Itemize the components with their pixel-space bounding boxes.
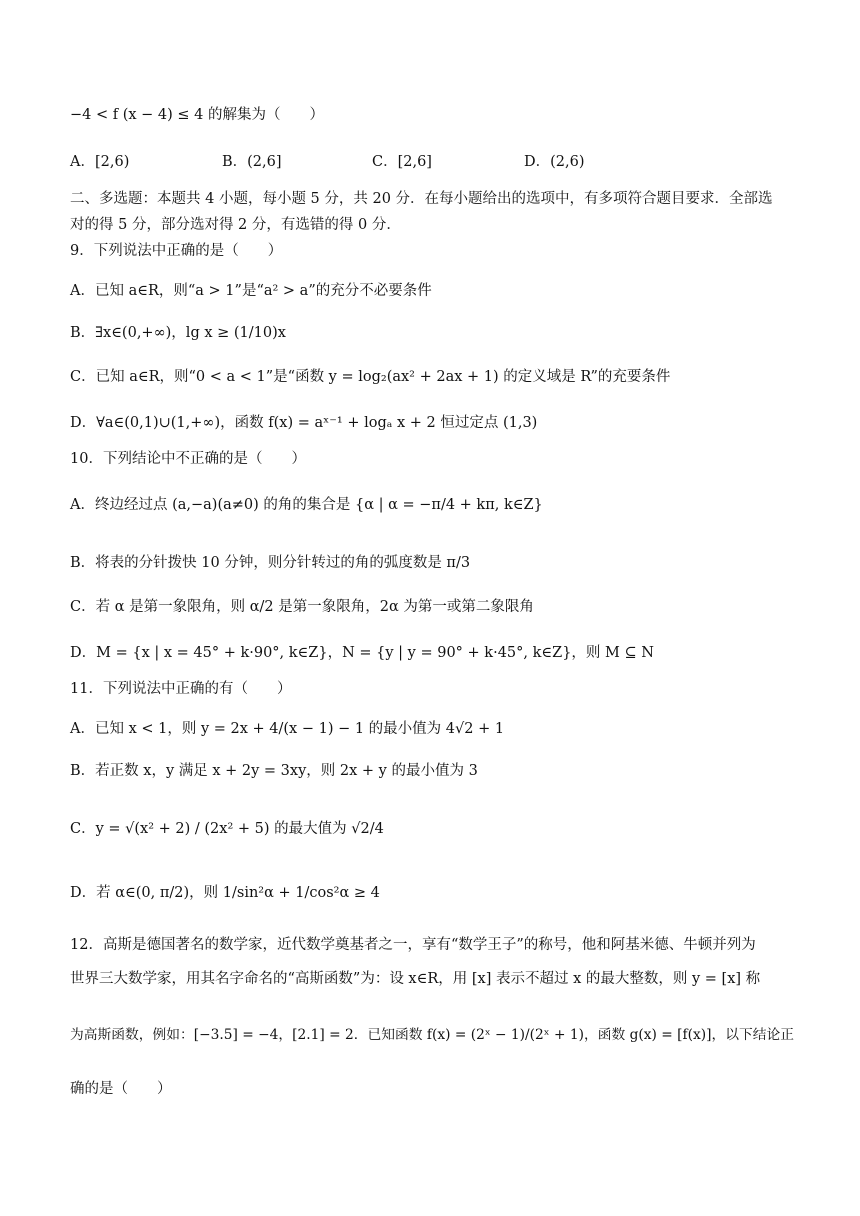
q12-line3: 为高斯函数，例如：[−3.5] = −4，[2.1] = 2．已知函数 f(x) = (2ˣ − 1)/(2ˣ + 1)，函数 g(x) = [f(x)]，以下结论正	[70, 1027, 794, 1043]
q10-stem: 10．下列结论中不正确的是（ ）	[70, 451, 306, 467]
q11-option-a: A．已知 x < 1，则 y = 2x + 4/(x − 1) − 1 的最小值为 4√2 + 1	[70, 721, 505, 737]
q9-stem: 9．下列说法中正确的是（ ）	[70, 243, 283, 259]
q11-option-c: C．y = √(x² + 2) / (2x² + 5) 的最大值为 √2/4	[70, 821, 384, 837]
q12-line4: 确的是（ ）	[70, 1081, 172, 1097]
q9-option-d: D．∀a∈(0,1)∪(1,+∞)，函数 f(x) = aˣ⁻¹ + logₐ x + 2 恒过定点 (1,3)	[70, 415, 538, 431]
q11-stem: 11．下列说法中正确的有（ ）	[70, 681, 292, 697]
q12-line1: 12．高斯是德国著名的数学家，近代数学奠基者之一，享有“数学王子”的称号，他和阿基米德、牛顿并列为	[70, 937, 756, 953]
q8-option-a: A．[2,6)	[70, 154, 130, 170]
q10-option-b: B．将表的分针拨快 10 分钟，则分针转过的角的弧度数是 π/3	[70, 555, 471, 571]
q8-option-b: B．(2,6]	[222, 154, 282, 170]
q9-option-c: C．已知 a∈R，则“0 < a < 1”是“函数 y = log₂(ax² + 2ax + 1) 的定义域是 R”的充要条件	[70, 369, 671, 385]
q8-option-c: C．[2,6]	[372, 154, 432, 170]
q8-option-d: D．(2,6)	[524, 154, 585, 170]
q11-option-d: D．若 α∈(0, π/2)，则 1/sin²α + 1/cos²α ≥ 4	[70, 885, 380, 901]
q12-line2: 世界三大数学家，用其名字命名的“高斯函数”为：设 x∈R，用 [x] 表示不超过 x 的最大整数，则 y = [x] 称	[70, 971, 761, 987]
q11-option-b: B．若正数 x，y 满足 x + 2y = 3xy，则 2x + y 的最小值为 3	[70, 763, 478, 779]
section2-header-line1: 二、多选题：本题共 4 小题，每小题 5 分，共 20 分．在每小题给出的选项中，有多项符合题目要求．全部选	[70, 191, 773, 207]
q9-option-b: B．∃x∈(0,+∞)，lg x ≥ (1/10)x	[70, 325, 286, 341]
q10-option-a: A．终边经过点 (a,−a)(a≠0) 的角的集合是 {α | α = −π/4 + kπ, k∈Z}	[70, 497, 543, 513]
q9-option-a: A．已知 a∈R，则“a > 1”是“a² > a”的充分不必要条件	[70, 283, 432, 299]
q10-option-c: C．若 α 是第一象限角，则 α/2 是第一象限角，2α 为第一或第二象限角	[70, 599, 534, 615]
section2-header-line2: 对的得 5 分，部分选对得 2 分，有选错的得 0 分．	[70, 217, 401, 233]
q8-stem: −4 < f (x − 4) ≤ 4 的解集为（ ）	[70, 107, 325, 123]
q10-option-d: D．M = {x | x = 45° + k·90°, k∈Z}，N = {y | y = 90° + k·45°, k∈Z}，则 M ⊆ N	[70, 645, 654, 661]
